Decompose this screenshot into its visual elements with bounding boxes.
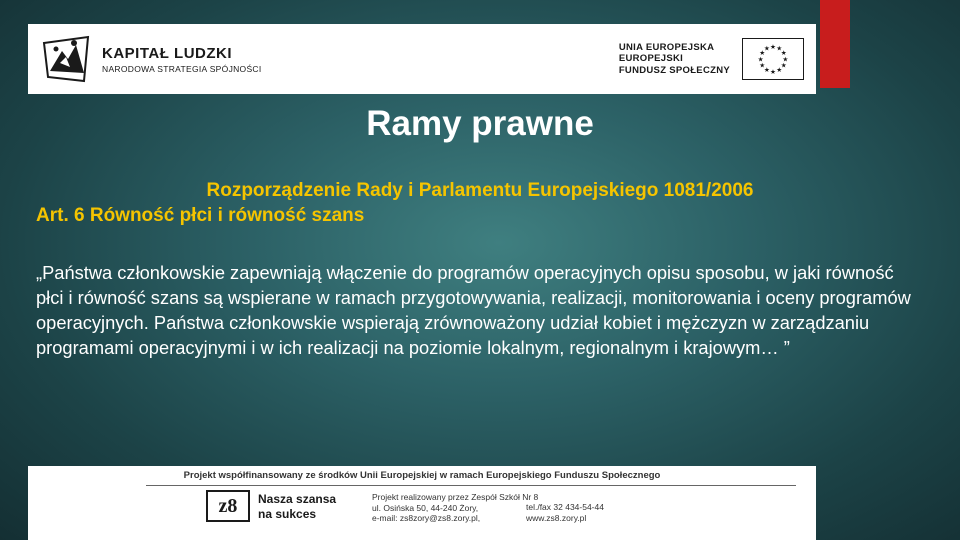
slogan-line-1: Nasza szansa (258, 492, 337, 506)
eu-star-icon: ★ (780, 50, 787, 58)
eu-star-icon: ★ (776, 45, 783, 53)
regulation-subtitle: Rozporządzenie Rady i Parlamentu Europejskiego 1081/2006 (206, 180, 754, 201)
contact-line-3: e-mail: zs8zory@zs8.zory.pl, (372, 513, 481, 523)
contact-web: www.zs8.zory.pl (526, 512, 587, 523)
eu-star-icon: ★ (763, 67, 770, 75)
eu-star-icon: ★ (759, 62, 766, 70)
header-logo-band (28, 24, 816, 94)
eu-star-icon: ★ (763, 45, 770, 53)
eu-star-icon: ★ (770, 44, 776, 51)
eu-flag-icon (742, 38, 804, 80)
kapital-ludzki-logo (40, 33, 262, 85)
kapital-ludzki-emblem-icon (40, 33, 92, 85)
eu-star-icon: ★ (757, 56, 764, 64)
slogan-line-2: na sukces (258, 507, 317, 521)
kapital-ludzki-subtitle: NARODOWA STRATEGIA SPÓJNOŚCI (102, 63, 262, 74)
footer-contact (372, 492, 538, 524)
eu-star-icon: ★ (782, 56, 789, 64)
quote-text: „Państwa członkowskie zapewniają włączenie do programów operacyjnych opisu sposobu, w jaki równość płci i równość szans są wspierane w ramach przygotowywania, realizacji, monitorowania i oceny programów operacyjnych. Państwa członkowskie wspierają zrównoważony udział kobiet i mężczyzn w zarządzaniu programami operacyjnymi i w ich realizacji na poziomie lokalnym, regionalnym i krajowym… ” (36, 262, 911, 358)
eu-logo-text (619, 42, 730, 77)
eu-line-3: FUNDUSZ SPOŁECZNY (618, 64, 730, 76)
footer-band (28, 466, 816, 540)
footer-header: Projekt współfinansowany ze środków Unii Europejskiej w ramach Europejskiego Funduszu Społecznego (183, 470, 661, 481)
footer-slogan (258, 492, 336, 522)
contact-phone: tel./fax 32 434-54-44 (526, 502, 604, 512)
footer-contact-right (526, 502, 604, 523)
article-heading: Art. 6 Równość płci i równość szans (36, 205, 365, 226)
footer-divider (146, 485, 796, 486)
zs8-logo: z8 (206, 490, 250, 522)
contact-line-2: ul. Osińska 50, 44-240 Żory, (372, 502, 479, 513)
eu-line-2: EUROPEJSKI (618, 53, 684, 65)
slide-title: Ramy prawne (366, 104, 594, 143)
red-accent-bar (820, 0, 850, 88)
eu-line-1: UNIA EUROPEJSKA (618, 41, 715, 53)
eu-star-icon: ★ (770, 68, 776, 76)
eu-logo (619, 38, 804, 80)
eu-star-icon: ★ (780, 62, 787, 70)
kapital-ludzki-title: KAPITAŁ LUDZKI (102, 44, 233, 62)
contact-line-1: Projekt realizowany przez Zespół Szkół Nr 8 (372, 492, 539, 502)
eu-star-icon: ★ (776, 67, 783, 75)
eu-star-icon: ★ (759, 50, 766, 58)
